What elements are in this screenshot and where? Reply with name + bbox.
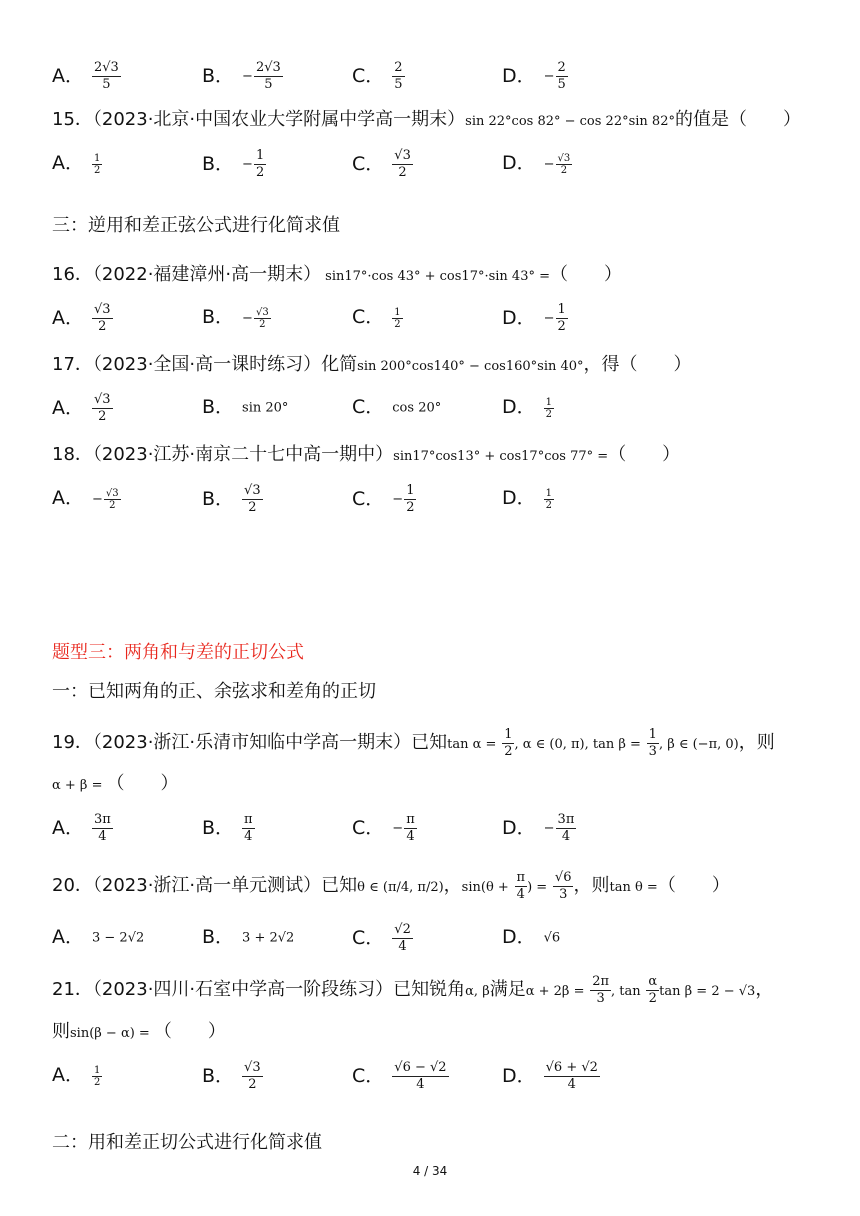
q15-option-D <box>502 148 572 176</box>
q15-suffix: 的值是（ ） <box>674 109 801 130</box>
q14-option-A <box>52 60 121 93</box>
option-fraction <box>254 148 266 181</box>
fraction-denominator: 2 <box>398 165 407 180</box>
minus-sign: − <box>242 157 253 172</box>
question-21-line2 <box>52 1020 226 1046</box>
page-number: 4 / 34 <box>412 1164 448 1178</box>
q19-line2-expr: α + β = <box>52 778 103 793</box>
q16-suffix: （ ） <box>550 264 622 285</box>
q20-sep: ， <box>443 875 462 896</box>
fraction-numerator: 2√3 <box>255 60 281 75</box>
option-letter: A． <box>52 1064 84 1086</box>
option-fraction <box>404 812 417 845</box>
fraction-numerator: 1 <box>394 306 401 318</box>
q21-option-C <box>352 1060 449 1093</box>
option-fraction <box>392 148 413 181</box>
option-letter: C． <box>352 487 385 510</box>
option-letter: D． <box>502 1064 536 1087</box>
fraction-denominator: 4 <box>567 1077 576 1092</box>
option-letter: C． <box>352 816 385 839</box>
q18-prefix: 18．（2023·江苏·南京二十七中高一期中） <box>52 444 394 465</box>
q19-frac-b: $\frac{1}{3}$ <box>648 726 657 759</box>
question-19-line2 <box>52 772 178 798</box>
q20-cond2-a: sin(θ + <box>461 880 509 895</box>
fraction-numerator: √3 <box>394 148 411 163</box>
q19-frac-a: $\frac{1}{2}$ <box>504 726 513 759</box>
minus-sign: − <box>543 821 555 836</box>
section-heading-2: 二：用和差正切公式进行化简求值 <box>52 1132 322 1153</box>
q21-suffix: ， <box>755 979 774 1000</box>
option-fraction <box>92 1065 102 1088</box>
q17-expression: sin 200°cos140° − cos160°sin 40° <box>357 359 584 374</box>
q19-expr-a: tan α = <box>447 737 497 752</box>
option-letter: A． <box>52 396 84 419</box>
fraction-denominator: 2 <box>545 499 553 511</box>
q20-suffix: （ ） <box>657 875 730 896</box>
option-letter: C． <box>352 64 385 87</box>
fraction-numerator: 1 <box>545 487 553 499</box>
option-letter: A． <box>52 152 84 174</box>
fraction-numerator: 2 <box>394 60 403 75</box>
option-fraction <box>92 302 113 335</box>
q20-cond2-value: $\frac{√6}{3}$ <box>554 869 572 902</box>
option-letter: B． <box>202 1064 235 1087</box>
fraction-denominator: 2 <box>394 318 401 330</box>
option-fraction <box>92 60 121 93</box>
fraction-denominator: 4 <box>561 829 571 844</box>
q21-option-A <box>52 1060 102 1088</box>
question-16 <box>52 263 622 289</box>
option-fraction <box>392 307 402 330</box>
q20-cond2-frac: $\frac{\pi}{4}$ <box>516 869 526 902</box>
option-fraction <box>104 488 121 511</box>
fraction-denominator: 4 <box>416 1077 425 1092</box>
fraction-denominator: 2 <box>255 165 265 180</box>
q21-expr-c: tan β = 2 − √3 <box>659 984 756 999</box>
fraction-denominator: 4 <box>406 829 415 844</box>
option-expression: 3 + 2√2 <box>242 930 295 946</box>
q17-suffix: ，得（ ） <box>583 354 692 375</box>
option-fraction <box>556 60 568 93</box>
fraction-denominator: 2 <box>98 319 107 334</box>
q19-suffix: ，则 <box>738 732 775 753</box>
section-heading-3: 三：逆用和差正弦公式进行化简求值 <box>52 215 340 236</box>
fraction-numerator: 1 <box>406 483 415 498</box>
option-letter: A． <box>52 816 84 839</box>
option-letter: D． <box>502 306 536 329</box>
q21-frac-2: $\frac{\alpha}{2}$ <box>648 973 658 1006</box>
fraction-denominator: 2 <box>248 500 257 515</box>
fraction-denominator: 2 <box>109 499 116 511</box>
minus-sign: − <box>242 69 253 84</box>
q20-prefix: 20．（2023·浙江·高一单元测试）已知 <box>52 875 358 896</box>
q21-line2-suffix: （ ） <box>153 1021 226 1042</box>
fraction-denominator: 2 <box>98 409 107 424</box>
fraction-numerator: √3 <box>244 483 261 498</box>
q21-option-D <box>502 1060 600 1093</box>
option-letter: D． <box>502 152 536 174</box>
option-expression: 3 − 2√2 <box>92 930 145 946</box>
fraction-denominator: 2 <box>406 500 415 515</box>
option-letter: B． <box>202 306 235 328</box>
q16-option-B <box>202 302 271 330</box>
q21-prefix: 21．（2023·四川·石室中学高一阶段练习）已知锐角 <box>52 979 466 1000</box>
q16-prefix: 16．（2022·福建漳州·高一期末） <box>52 264 322 285</box>
option-letter: B． <box>202 926 235 948</box>
fraction-numerator: 2√3 <box>94 60 119 75</box>
q21-frac-1: $\frac{2\pi}{3}$ <box>592 973 610 1006</box>
fraction-numerator: 1 <box>94 152 101 164</box>
option-letter: C． <box>352 152 385 175</box>
option-letter: D． <box>502 396 536 418</box>
option-letter: A． <box>52 487 84 509</box>
topic-heading-3: 题型三：两角和与差的正切公式 <box>52 642 304 663</box>
q14-option-B <box>202 60 283 93</box>
fraction-denominator: 5 <box>557 77 566 92</box>
fraction-numerator: √3 <box>557 152 571 164</box>
option-letter: B． <box>202 396 235 418</box>
fraction-denominator: 4 <box>398 939 407 954</box>
fraction-numerator: √3 <box>255 306 269 318</box>
option-expression: √6 <box>543 930 561 946</box>
option-letter: D． <box>502 816 536 839</box>
q19-expr-b: , α ∈ (0, π), tan β = <box>514 737 641 752</box>
q17-prefix: 17．（2023·全国·高一课时练习）化简 <box>52 354 358 375</box>
fraction-numerator: π <box>244 812 253 827</box>
q21-mid: 满足 <box>489 979 526 1000</box>
q19-line2-suffix: （ ） <box>106 773 179 794</box>
fraction-numerator: √3 <box>105 487 119 499</box>
option-fraction <box>254 60 283 93</box>
option-fraction <box>92 392 113 425</box>
option-expression: sin 20° <box>242 400 289 416</box>
question-20 <box>52 868 730 906</box>
fraction-denominator: 2 <box>248 1077 257 1092</box>
q21-expr-b: , tan <box>611 984 641 999</box>
option-letter: D． <box>502 487 536 509</box>
q20-option-B <box>202 922 294 949</box>
q15-option-A <box>52 148 102 176</box>
fraction-denominator: 5 <box>102 77 111 92</box>
fraction-numerator: √2 <box>394 922 411 937</box>
option-fraction <box>544 488 554 511</box>
option-fraction <box>392 1060 448 1093</box>
q14-option-C <box>352 60 405 93</box>
q21-vars: α, β <box>465 984 490 999</box>
option-fraction <box>92 153 102 176</box>
option-expression: cos 20° <box>392 400 442 416</box>
fraction-numerator: √3 <box>244 1060 261 1075</box>
fraction-numerator: 3π <box>94 812 111 827</box>
q19-option-D <box>502 812 576 845</box>
section-heading-1: 一：已知两角的正、余弦求和差角的正切 <box>52 681 376 702</box>
option-fraction <box>92 812 113 845</box>
q17-option-B <box>202 392 288 419</box>
q16-expression: sin17°·cos 43° + cos17°·sin 43° = <box>325 269 550 284</box>
q21-line2-expr: sin(β − α) = <box>70 1026 150 1041</box>
fraction-numerator: 1 <box>545 396 553 408</box>
fraction-denominator: 4 <box>98 829 107 844</box>
option-fraction <box>242 812 255 845</box>
fraction-numerator: √6 − √2 <box>394 1060 447 1075</box>
option-letter: C． <box>352 926 385 949</box>
option-fraction <box>556 302 568 335</box>
q15-prefix: 15．（2023·北京·中国农业大学附属中学高一期末） <box>52 109 466 130</box>
option-fraction <box>392 922 413 955</box>
fraction-denominator: 4 <box>244 829 253 844</box>
minus-sign: − <box>92 491 103 507</box>
fraction-numerator: √6 + √2 <box>545 1060 598 1075</box>
fraction-denominator: 2 <box>560 164 568 176</box>
option-fraction <box>544 1060 600 1093</box>
option-letter: D． <box>502 926 536 948</box>
q14-option-D <box>502 60 568 93</box>
option-letter: B． <box>202 487 235 510</box>
q17-option-A <box>52 392 113 425</box>
fraction-denominator: 2 <box>545 408 553 420</box>
q18-option-B <box>202 483 263 516</box>
fraction-denominator: 5 <box>394 77 403 92</box>
fraction-denominator: 5 <box>264 77 273 92</box>
option-letter: A． <box>52 926 84 948</box>
q17-option-C <box>352 392 441 419</box>
minus-sign: − <box>543 156 555 172</box>
option-letter: B． <box>202 64 235 87</box>
option-fraction <box>392 60 404 93</box>
option-letter: A． <box>52 306 84 329</box>
fraction-numerator: 1 <box>255 148 265 163</box>
question-17 <box>52 353 692 379</box>
fraction-denominator: 2 <box>94 1076 101 1088</box>
option-fraction <box>242 1060 263 1093</box>
option-letter: C． <box>352 1064 385 1087</box>
fraction-denominator: 2 <box>259 318 266 330</box>
q18-option-D <box>502 483 554 511</box>
minus-sign: − <box>543 69 555 84</box>
q16-option-D <box>502 302 568 335</box>
q20-option-C <box>352 922 413 955</box>
q18-option-C <box>352 483 416 516</box>
question-18 <box>52 443 680 469</box>
option-fraction <box>404 483 416 516</box>
q20-cond2-b: ) = <box>527 880 548 895</box>
q20-mid: ，则 <box>573 875 610 896</box>
q18-option-A <box>52 483 121 511</box>
q21-expr-a: α + 2β = <box>525 984 585 999</box>
q19-option-A <box>52 812 113 845</box>
q15-expression: sin 22°cos 82° − cos 22°sin 82° <box>465 114 675 129</box>
q18-expression: sin17°cos13° + cos17°cos 77° = <box>393 449 609 464</box>
question-15 <box>52 108 801 134</box>
minus-sign: − <box>392 821 404 836</box>
q15-option-B <box>202 148 266 181</box>
minus-sign: − <box>392 492 404 507</box>
fraction-numerator: 1 <box>94 1064 101 1076</box>
fraction-numerator: 1 <box>557 302 566 317</box>
q19-option-C <box>352 812 417 845</box>
fraction-numerator: 2 <box>557 60 566 75</box>
q16-option-A <box>52 302 113 335</box>
q20-expression: tan θ = <box>609 880 658 895</box>
fraction-numerator: √3 <box>94 392 111 407</box>
fraction-numerator: π <box>406 812 415 827</box>
q18-suffix: （ ） <box>608 444 681 465</box>
fraction-denominator: 2 <box>557 319 566 334</box>
q19-expr-c: , β ∈ (−π, 0) <box>658 737 739 752</box>
option-letter: C． <box>352 306 385 328</box>
q15-option-C <box>352 148 413 181</box>
option-fraction <box>544 397 554 420</box>
fraction-numerator: 3π <box>557 812 575 827</box>
option-letter: D． <box>502 64 536 87</box>
option-fraction <box>556 812 577 845</box>
option-fraction <box>242 483 263 516</box>
q20-cond1: θ ∈ (π/4, π/2) <box>357 880 444 895</box>
q16-option-C <box>352 302 403 330</box>
option-letter: C． <box>352 396 385 418</box>
q19-prefix: 19．（2023·浙江·乐清市知临中学高一期末）已知 <box>52 732 448 753</box>
option-fraction <box>254 307 271 330</box>
option-letter: A． <box>52 64 84 87</box>
question-19 <box>52 726 775 762</box>
option-letter: B． <box>202 816 235 839</box>
q17-option-D <box>502 392 554 420</box>
fraction-numerator: √3 <box>94 302 111 317</box>
fraction-denominator: 2 <box>94 164 101 176</box>
q20-option-D <box>502 922 560 949</box>
q19-option-B <box>202 812 255 845</box>
minus-sign: − <box>543 311 555 326</box>
option-letter: B． <box>202 152 235 175</box>
q20-option-A <box>52 922 144 949</box>
q21-line2-prefix: 则 <box>52 1021 70 1042</box>
option-fraction <box>556 153 573 176</box>
q21-option-B <box>202 1060 263 1093</box>
question-21 <box>52 972 773 1010</box>
minus-sign: − <box>242 310 253 326</box>
